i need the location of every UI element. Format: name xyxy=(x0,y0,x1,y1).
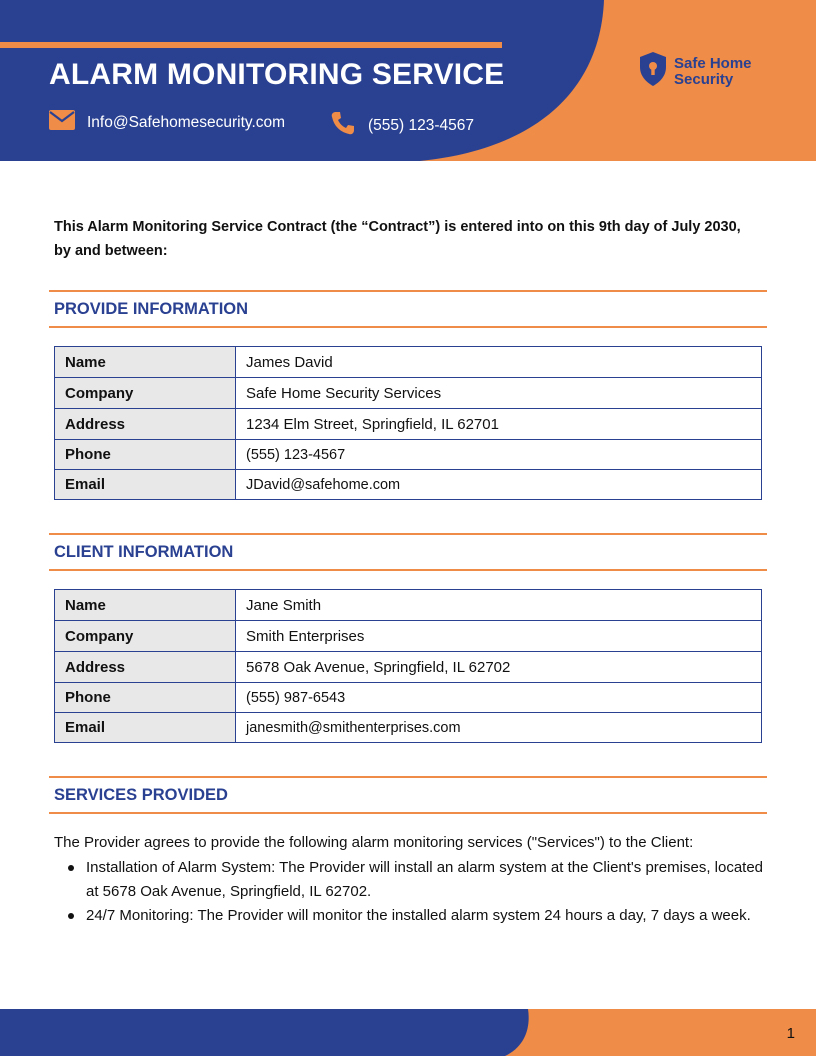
header-phone-text[interactable]: (555) 123-4567 xyxy=(368,116,474,134)
provider-section-heading xyxy=(49,290,767,328)
provider-address-label: Address xyxy=(55,409,236,440)
table-row xyxy=(55,683,762,713)
provider-company-value: Safe Home Security Services xyxy=(236,378,762,409)
brand-name-line1: Safe Home xyxy=(674,54,752,72)
services-list xyxy=(86,856,766,928)
client-phone-value: (555) 987-6543 xyxy=(236,683,762,713)
provider-heading-text: PROVIDE INFORMATION xyxy=(54,300,249,318)
provider-email-label: Email xyxy=(55,470,236,500)
brand-logo xyxy=(638,51,752,92)
provider-info-table xyxy=(54,346,762,500)
table-row xyxy=(55,440,762,470)
provider-email-value[interactable]: JDavid@safehome.com xyxy=(236,470,762,500)
provider-company-label: Company xyxy=(55,378,236,409)
header-phone[interactable] xyxy=(330,110,474,141)
client-company-value: Smith Enterprises xyxy=(236,621,762,652)
header-email-text[interactable]: Info@Safehomesecurity.com xyxy=(87,113,286,131)
provider-name-label: Name xyxy=(55,347,236,378)
client-address-value: 5678 Oak Avenue, Springfield, IL 62702 xyxy=(236,652,762,683)
brand-name xyxy=(674,56,752,88)
list-item: Installation of Alarm System: The Provider will install an alarm system at the Client's premises, located at 5678 Oak Avenue, Springfield, IL 62702. xyxy=(86,856,766,904)
provider-phone-value: (555) 123-4567 xyxy=(236,440,762,470)
header-banner xyxy=(0,0,816,161)
provider-phone-label: Phone xyxy=(55,440,236,470)
table-row xyxy=(55,652,762,683)
envelope-icon xyxy=(49,110,75,135)
header-accent-line xyxy=(0,42,502,48)
provider-address-value: 1234 Elm Street, Springfield, IL 62701 xyxy=(236,409,762,440)
list-item: 24/7 Monitoring: The Provider will monitor the installed alarm system 24 hours a day, 7 days a week. xyxy=(86,904,766,928)
contract-intro: This Alarm Monitoring Service Contract (the “Contract”) is entered into on this 9th day of July 2030, by and between: xyxy=(54,219,741,259)
provider-name-value: James David xyxy=(236,347,762,378)
table-row xyxy=(55,378,762,409)
client-company-label: Company xyxy=(55,621,236,652)
phone-handset-icon xyxy=(330,110,356,141)
table-row xyxy=(55,621,762,652)
services-lead-text: The Provider agrees to provide the following alarm monitoring services ("Services") to the Client: xyxy=(54,834,694,851)
table-row xyxy=(55,713,762,743)
table-row xyxy=(55,409,762,440)
client-name-label: Name xyxy=(55,590,236,621)
table-row xyxy=(55,347,762,378)
page-number: 1 xyxy=(786,1025,795,1042)
client-email-label: Email xyxy=(55,713,236,743)
document-title: ALARM MONITORING SERVICE xyxy=(49,58,505,91)
header-email[interactable] xyxy=(49,110,285,135)
client-section-heading xyxy=(49,533,767,571)
client-name-value: Jane Smith xyxy=(236,590,762,621)
client-heading-text: CLIENT INFORMATION xyxy=(54,543,234,561)
client-phone-label: Phone xyxy=(55,683,236,713)
services-heading-text: SERVICES PROVIDED xyxy=(54,786,228,804)
shield-keyhole-icon xyxy=(638,51,668,92)
client-info-table xyxy=(54,589,762,743)
table-row xyxy=(55,590,762,621)
client-email-value[interactable]: janesmith@smithenterprises.com xyxy=(236,713,762,743)
table-row xyxy=(55,470,762,500)
client-address-label: Address xyxy=(55,652,236,683)
services-section-heading xyxy=(49,776,767,814)
brand-name-line2: Security xyxy=(674,70,734,88)
footer-banner xyxy=(0,1009,816,1056)
